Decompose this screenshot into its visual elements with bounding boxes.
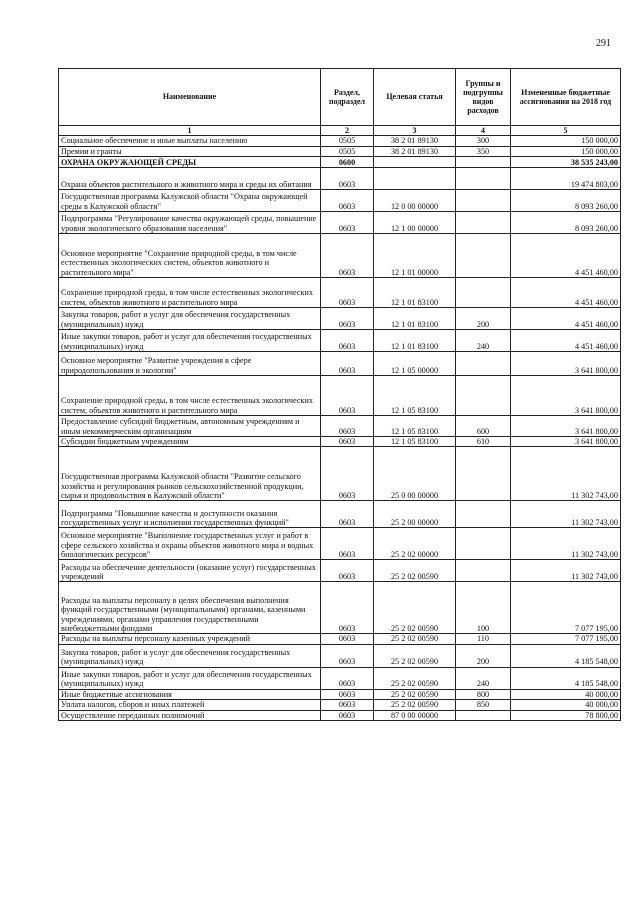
row-name-cell: ОХРАНА ОКРУЖАЮЩЕЙ СРЕДЫ xyxy=(59,157,321,168)
row-name-cell: Сохранение природной среды, в том числе естественных экологических систем, объектов животного и растительного мира xyxy=(59,278,321,308)
column-number: 5 xyxy=(511,126,621,136)
row-section-cell: 0603 xyxy=(321,644,374,667)
table-row xyxy=(59,190,621,212)
row-target-cell: 25 2 02 00590 xyxy=(374,667,456,689)
row-target-cell: 25 2 02 00590 xyxy=(374,582,456,634)
row-target-cell: 25 2 02 00000 xyxy=(374,528,456,560)
row-name-cell: Сохранение природной среды, в том числе естественных экологических систем, объектов животного и растительного мира xyxy=(59,376,321,416)
row-section-cell: 0603 xyxy=(321,501,374,528)
row-section-cell: 0603 xyxy=(321,212,374,234)
row-group-cell xyxy=(456,376,511,416)
table-row xyxy=(59,644,621,667)
header-name: Наименование xyxy=(59,69,321,126)
column-number: 1 xyxy=(59,126,321,136)
row-amount-cell: 40 000,00 xyxy=(511,700,621,710)
row-section-cell: 0603 xyxy=(321,278,374,308)
row-section-cell: 0603 xyxy=(321,582,374,634)
column-number: 3 xyxy=(374,126,456,136)
row-target-cell: 12 1 05 83100 xyxy=(374,437,456,447)
row-target-cell: 12 1 01 83100 xyxy=(374,278,456,308)
row-amount-cell: 11 302 743,00 xyxy=(511,501,621,528)
row-group-cell xyxy=(456,234,511,278)
table-row xyxy=(59,416,621,437)
row-target-cell: 25 2 02 00590 xyxy=(374,644,456,667)
row-target-cell: 25 2 02 00590 xyxy=(374,700,456,710)
page-number: 291 xyxy=(596,38,611,49)
table-row xyxy=(59,330,621,352)
table-row xyxy=(59,376,621,416)
table-row xyxy=(59,634,621,644)
row-group-cell xyxy=(456,168,511,190)
row-target-cell: 25 0 00 00000 xyxy=(374,447,456,501)
row-group-cell xyxy=(456,278,511,308)
row-section-cell: 0603 xyxy=(321,330,374,352)
row-name-cell: Подпрограмма "Повышение качества и доступности оказания государственных услуг и исполнения государственных функций" xyxy=(59,501,321,528)
row-section-cell: 0600 xyxy=(321,157,374,168)
row-group-cell xyxy=(456,157,511,168)
column-number: 4 xyxy=(456,126,511,136)
table-row xyxy=(59,667,621,689)
row-group-cell xyxy=(456,501,511,528)
row-amount-cell: 3 641 800,00 xyxy=(511,352,621,376)
row-group-cell: 600 xyxy=(456,416,511,437)
row-name-cell: Иные закупки товаров, работ и услуг для обеспечения государственных (муниципальных) нужд xyxy=(59,330,321,352)
table-row xyxy=(59,308,621,330)
row-name-cell: Основное мероприятие "Развитие учреждения в сфере природопользования и экологии" xyxy=(59,352,321,376)
row-section-cell: 0505 xyxy=(321,136,374,146)
row-section-cell: 0603 xyxy=(321,376,374,416)
header-section: Раздел, подраздел xyxy=(321,69,374,126)
row-group-cell: 350 xyxy=(456,146,511,156)
table-row xyxy=(59,168,621,190)
row-amount-cell: 4 451 460,00 xyxy=(511,234,621,278)
row-name-cell: Субсидии бюджетным учреждениям xyxy=(59,437,321,447)
row-group-cell xyxy=(456,352,511,376)
row-target-cell: 12 1 01 83100 xyxy=(374,308,456,330)
row-amount-cell: 8 093 260,00 xyxy=(511,190,621,212)
header-amount: Измененные бюджетные ассигнования на 2018 год xyxy=(511,69,621,126)
row-name-cell: Иные закупки товаров, работ и услуг для обеспечения государственных (муниципальных) нужд xyxy=(59,667,321,689)
row-name-cell: Закупка товаров, работ и услуг для обеспечения государственных (муниципальных) нужд xyxy=(59,644,321,667)
header-groups: Группы и подгруппы видов расходов xyxy=(456,69,511,126)
row-name-cell: Подпрограмма "Регулирование качества окружающей среды, повышение уровня экологического образования населения" xyxy=(59,212,321,234)
row-name-cell: Основное мероприятие "Выполнение государственных услуг и работ в сфере сельского хозяйства и охраны объектов животного мира и водных биологических ресурсов" xyxy=(59,528,321,560)
row-section-cell: 0603 xyxy=(321,560,374,582)
row-name-cell: Государственная программа Калужской области "Охрана окружающей среды в Калужской области" xyxy=(59,190,321,212)
column-number-row xyxy=(59,126,621,136)
row-target-cell: 12 1 05 00000 xyxy=(374,352,456,376)
row-amount-cell: 3 641 800,00 xyxy=(511,437,621,447)
row-name-cell: Премии и гранты xyxy=(59,146,321,156)
row-target-cell: 12 1 00 00000 xyxy=(374,212,456,234)
row-group-cell: 110 xyxy=(456,634,511,644)
table-row xyxy=(59,560,621,582)
row-amount-cell: 3 641 800,00 xyxy=(511,416,621,437)
row-section-cell: 0603 xyxy=(321,437,374,447)
row-amount-cell: 150 000,00 xyxy=(511,146,621,156)
row-amount-cell: 11 302 743,00 xyxy=(511,447,621,501)
budget-table xyxy=(58,68,621,721)
table-row xyxy=(59,689,621,699)
row-section-cell: 0603 xyxy=(321,447,374,501)
table-row xyxy=(59,157,621,168)
row-name-cell: Расходы на обеспечение деятельности (оказание услуг) государственных учреждений xyxy=(59,560,321,582)
row-amount-cell: 4 451 460,00 xyxy=(511,308,621,330)
header-target: Целевая статья xyxy=(374,69,456,126)
row-group-cell xyxy=(456,212,511,234)
row-target-cell: 87 0 00 00000 xyxy=(374,710,456,720)
table-row xyxy=(59,278,621,308)
table-row xyxy=(59,212,621,234)
row-amount-cell: 4 185 548,00 xyxy=(511,644,621,667)
row-amount-cell: 4 451 460,00 xyxy=(511,278,621,308)
table-row xyxy=(59,234,621,278)
row-group-cell: 200 xyxy=(456,308,511,330)
row-name-cell: Расходы на выплаты персоналу в целях обеспечения выполнения функций государственными (муниципальными) органами, казенными учреждениями, органами управления государственными внебюджетными фондами xyxy=(59,582,321,634)
column-number: 2 xyxy=(321,126,374,136)
table-row xyxy=(59,700,621,710)
row-group-cell xyxy=(456,560,511,582)
table-row xyxy=(59,528,621,560)
row-group-cell: 240 xyxy=(456,667,511,689)
row-group-cell: 100 xyxy=(456,582,511,634)
row-section-cell: 0603 xyxy=(321,308,374,330)
row-group-cell: 200 xyxy=(456,644,511,667)
row-amount-cell: 3 641 800,00 xyxy=(511,376,621,416)
row-group-cell xyxy=(456,190,511,212)
table-row xyxy=(59,501,621,528)
table-row xyxy=(59,447,621,501)
row-amount-cell: 4 451 460,00 xyxy=(511,330,621,352)
row-group-cell: 240 xyxy=(456,330,511,352)
row-amount-cell: 38 535 243,00 xyxy=(511,157,621,168)
row-section-cell: 0603 xyxy=(321,416,374,437)
header-row xyxy=(59,69,621,126)
row-target-cell: 38 2 01 89130 xyxy=(374,146,456,156)
row-target-cell: 25 2 02 00590 xyxy=(374,689,456,699)
row-amount-cell: 11 302 743,00 xyxy=(511,528,621,560)
row-group-cell xyxy=(456,710,511,720)
row-name-cell: Основное мероприятие "Сохранение природной среды, в том числе естественных экологических систем, объектов животного и растительного мира" xyxy=(59,234,321,278)
row-group-cell: 300 xyxy=(456,136,511,146)
row-amount-cell: 7 077 195,00 xyxy=(511,634,621,644)
row-section-cell: 0603 xyxy=(321,528,374,560)
row-section-cell: 0603 xyxy=(321,190,374,212)
row-name-cell: Расходы на выплаты персоналу казенных учреждений xyxy=(59,634,321,644)
table-row xyxy=(59,437,621,447)
row-amount-cell: 11 302 743,00 xyxy=(511,560,621,582)
row-section-cell: 0603 xyxy=(321,168,374,190)
row-section-cell: 0603 xyxy=(321,234,374,278)
row-section-cell: 0603 xyxy=(321,352,374,376)
row-name-cell: Осуществление переданных полномочий xyxy=(59,710,321,720)
row-target-cell: 12 1 05 83100 xyxy=(374,416,456,437)
row-group-cell: 800 xyxy=(456,689,511,699)
row-target-cell: 25 2 02 00590 xyxy=(374,634,456,644)
table-row xyxy=(59,582,621,634)
row-amount-cell: 40 000,00 xyxy=(511,689,621,699)
row-name-cell: Социальное обеспечение и иные выплаты населению xyxy=(59,136,321,146)
table-row xyxy=(59,146,621,156)
row-target-cell: 12 1 05 83100 xyxy=(374,376,456,416)
row-name-cell: Иные бюджетные ассигнования xyxy=(59,689,321,699)
row-section-cell: 0603 xyxy=(321,667,374,689)
row-amount-cell: 4 185 548,00 xyxy=(511,667,621,689)
row-amount-cell: 78 800,00 xyxy=(511,710,621,720)
row-name-cell: Охрана объектов растительного и животного мира и среды их обитания xyxy=(59,168,321,190)
row-target-cell: 38 2 01 89130 xyxy=(374,136,456,146)
row-section-cell: 0603 xyxy=(321,700,374,710)
row-group-cell: 850 xyxy=(456,700,511,710)
row-name-cell: Закупка товаров, работ и услуг для обеспечения государственных (муниципальных) нужд xyxy=(59,308,321,330)
row-amount-cell: 7 077 195,00 xyxy=(511,582,621,634)
row-target-cell xyxy=(374,157,456,168)
row-amount-cell: 150 000,00 xyxy=(511,136,621,146)
row-group-cell xyxy=(456,528,511,560)
table-row xyxy=(59,352,621,376)
row-section-cell: 0603 xyxy=(321,689,374,699)
row-amount-cell: 8 093 260,00 xyxy=(511,212,621,234)
row-name-cell: Предоставление субсидий бюджетным, автономным учреждениям и иным некоммерческим организациям xyxy=(59,416,321,437)
table-row xyxy=(59,710,621,720)
row-name-cell: Государственная программа Калужской области "Развитие сельского хозяйства и регулирования рынков сельскохозяйственной продукции, сырья и продовольствия в Калужской области" xyxy=(59,447,321,501)
row-section-cell: 0603 xyxy=(321,710,374,720)
row-target-cell xyxy=(374,168,456,190)
table-body xyxy=(59,136,621,721)
row-target-cell: 25 2 00 00000 xyxy=(374,501,456,528)
row-target-cell: 25 2 02 00590 xyxy=(374,560,456,582)
row-section-cell: 0603 xyxy=(321,634,374,644)
row-amount-cell: 19 474 803,00 xyxy=(511,168,621,190)
row-group-cell: 610 xyxy=(456,437,511,447)
row-name-cell: Уплата налогов, сборов и иных платежей xyxy=(59,700,321,710)
row-target-cell: 12 1 01 83100 xyxy=(374,330,456,352)
row-target-cell: 12 1 01 00000 xyxy=(374,234,456,278)
row-section-cell: 0505 xyxy=(321,146,374,156)
row-group-cell xyxy=(456,447,511,501)
row-target-cell: 12 0 00 00000 xyxy=(374,190,456,212)
table-row xyxy=(59,136,621,146)
